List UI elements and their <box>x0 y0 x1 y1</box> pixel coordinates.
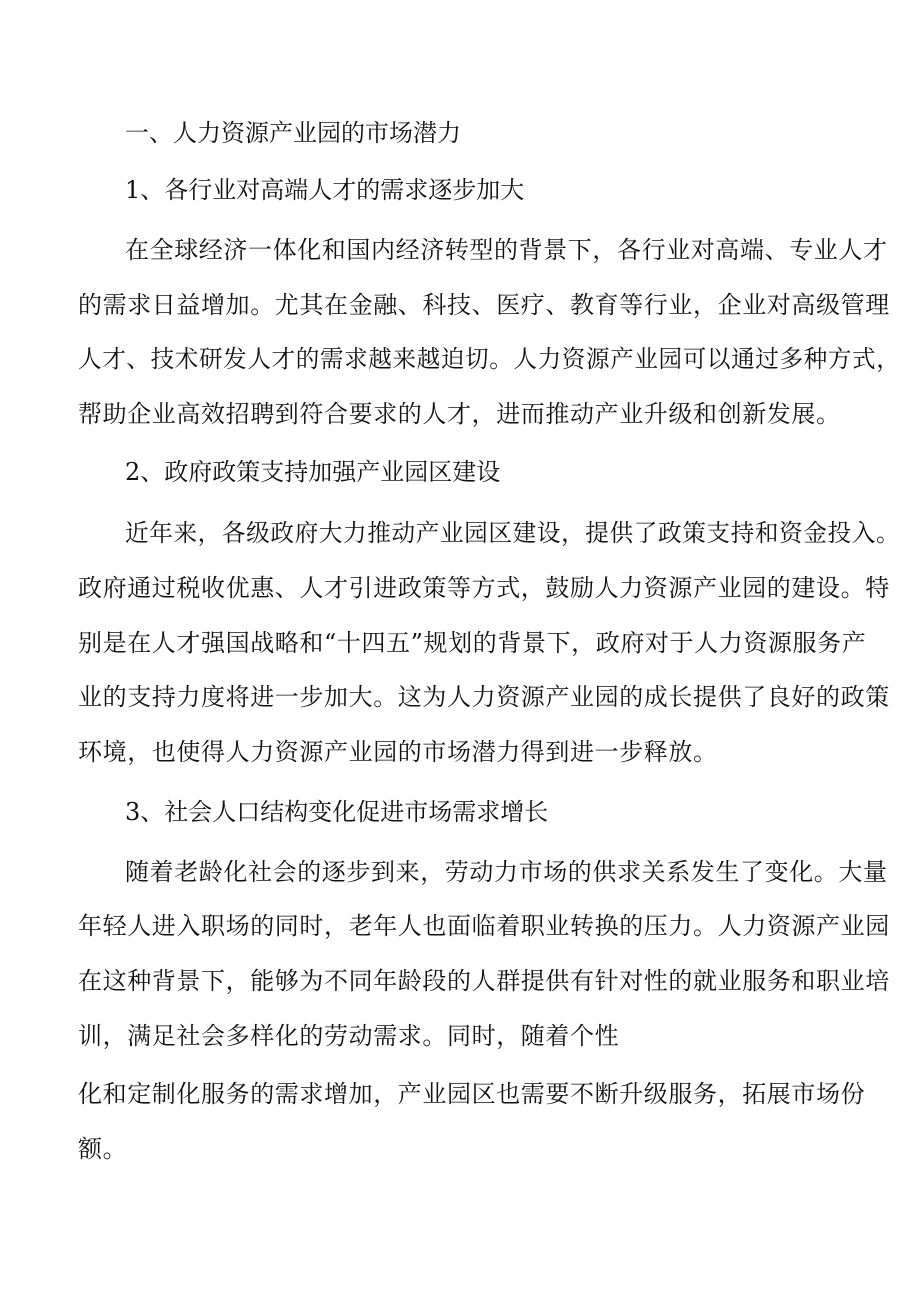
paragraph-3-line-4: 训，满足社会多样化的劳动需求。同时，随着个性 <box>78 1022 620 1050</box>
paragraph-2-line-4: 业的支持力度将进一步加大。这为人力资源产业园的成长提供了良好的政策 <box>78 683 890 711</box>
paragraph-1-line-2: 的需求日益增加。尤其在金融、科技、医疗、教育等行业，企业对高级管理 <box>78 291 890 319</box>
paragraph-2-line-2: 政府通过税收优惠、人才引进政策等方式，鼓励人力资源产业园的建设。特 <box>78 574 890 602</box>
paragraph-3-line-5: 化和定制化服务的需求增加，产业园区也需要不断升级服务，拓展市场份 <box>78 1080 866 1108</box>
paragraph-1-line-4: 帮助企业高效招聘到符合要求的人才，进而推动产业升级和创新发展。 <box>78 400 841 428</box>
paragraph-3-line-6: 额。 <box>78 1135 128 1163</box>
paragraph-2-line-1: 近年来，各级政府大力推动产业园区建设，提供了政策支持和资金投入。 <box>125 519 901 547</box>
paragraph-3-line-2: 年轻人进入职场的同时，老年人也面临着职业转换的压力。人力资源产业园 <box>78 912 890 940</box>
subheading-1: 1、各行业对高端人才的需求逐步加大 <box>125 176 525 204</box>
subheading-2: 2、政府政策支持加强产业园区建设 <box>125 458 501 486</box>
paragraph-1-line-1: 在全球经济一体化和国内经济转型的背景下，各行业对高端、专业人才 <box>125 236 888 264</box>
paragraph-2-line-3: 别是在人才强国战略和“十四五”规划的背景下，政府对于人力资源服务产 <box>78 629 867 657</box>
paragraph-2-line-5: 环境，也使得人力资源产业园的市场潜力得到进一步释放。 <box>78 738 718 766</box>
subheading-3: 3、社会人口结构变化促进市场需求增长 <box>125 798 549 826</box>
paragraph-3-line-3: 在这种背景下，能够为不同年龄段的人群提供有针对性的就业服务和职业培 <box>78 967 890 995</box>
paragraph-3-line-1: 随着老龄化社会的逐步到来，劳动力市场的供求关系发生了变化。大量 <box>125 858 888 886</box>
section-title: 一、人力资源产业园的市场潜力 <box>125 119 461 147</box>
paragraph-1-line-3: 人才、技术研发人才的需求越来越迫切。人力资源产业园可以通过多种方式， <box>78 345 901 373</box>
